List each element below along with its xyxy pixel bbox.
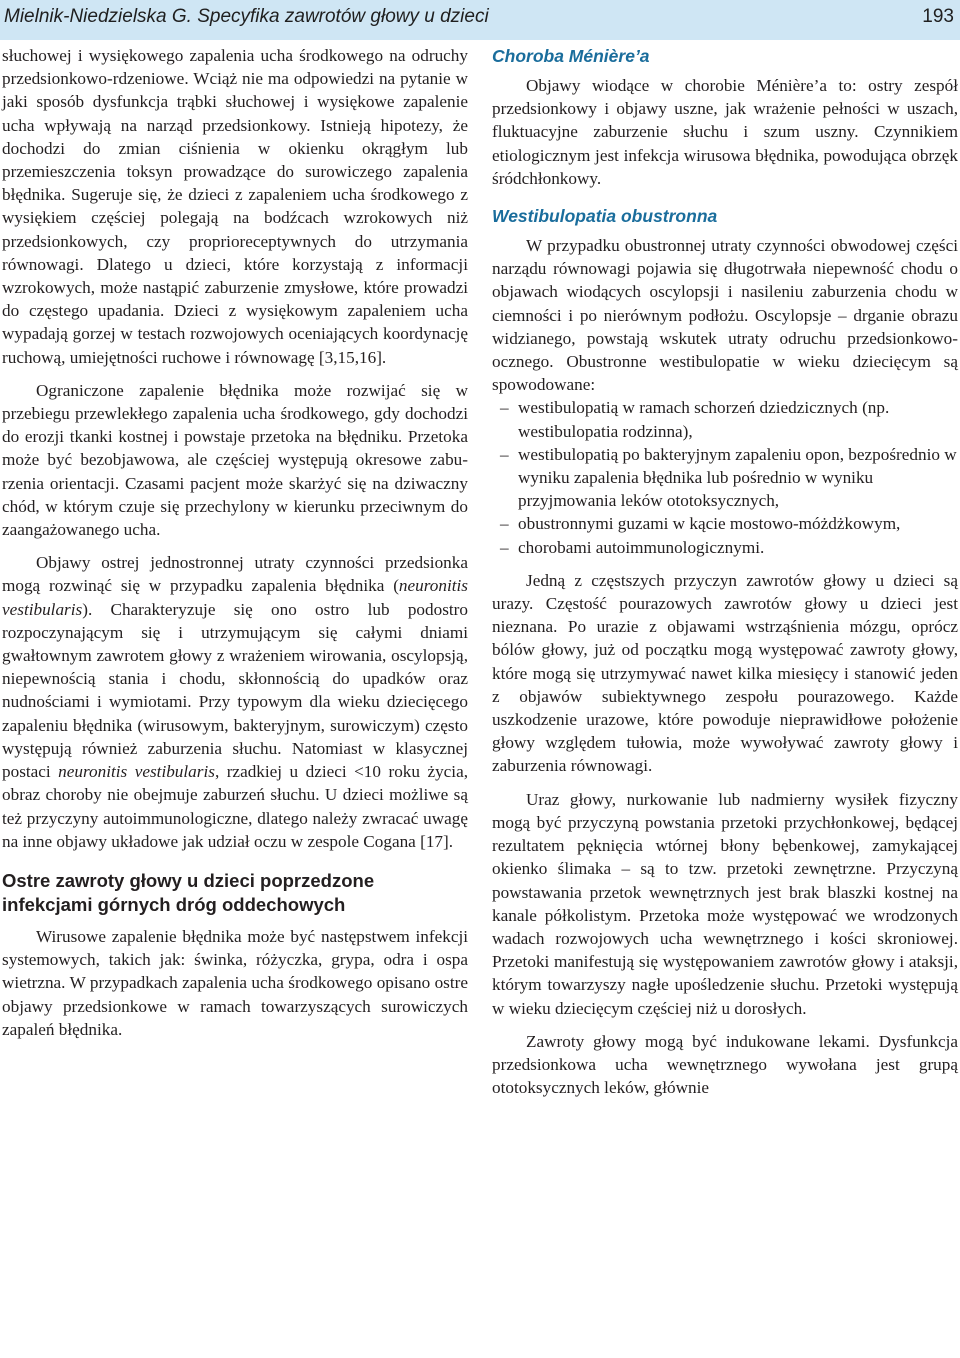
right-column	[492, 44, 958, 1099]
list-item-text: westibulopatią w ramach schorzeń dziedzicznych (np. westibulopatia rodzinna),	[518, 398, 890, 441]
paragraph-meniere: Objawy wiodące w chorobie Ménière’a to: ostry zespół przedsionkowy i objawy uszne, jak wrażenie pełności w uszach, fluktuacyjne zaburzenie słuchu i szum uszny. Czynnikiem etiologicznym jest infekcja wirusowa błędnika, powodująca obrzęk śródchłonkowy.	[492, 76, 958, 188]
paragraph-leki: Zawroty głowy mogą być indukowane lekami. Dysfunkcja przedsionkowa ucha wewnętrznego wywołana jest grupą ototoksycznych leków, głównie	[492, 1031, 958, 1098]
paragraph-przetoki: Uraz głowy, nurkowanie lub nadmierny wysiłek fizyczny mogą być przyczyną powstania przetoki przychłonkowej, będącej rezultatem pęknięcia wtórnej błony bębenkowej, zamykającej okienko ślimaka – są to tzw. przetoki zewnętrzne. Przyczyną powstawania przetok wewnętrznych jest brak blaszki kostnej na kanale półkolistym. Przetoka może występować we wrodzonych wadach rozwojowych ucha wewnętrznego i kości skroniowej. Przetoki manifestują się występowaniem zawrotów głowy i ataksji, którym towarzyszy nagłe upośledzenie słuchu. Przetoki występują w wieku dziecięcym częściej niż u dorosłych.	[492, 789, 958, 1018]
page-number: 193	[922, 6, 954, 27]
dash-marker: –	[500, 444, 509, 464]
italic-term: neuronitis vestibularis	[2, 576, 468, 619]
list-item-text: obustronnymi guzami w kącie mostowo-móżdżkowym,	[518, 514, 901, 534]
paragraph-urazy: Jedną z częstszych przyczyn zawrotów głowy u dzieci są urazy. Częstość pourazowych zawrotów głowy u dzieci jest nieznana. Po urazie z objawami wstrząśnienia mózgu, oprócz bólów głowy, już od początku mogą występować zawroty głowy, które mogą się utrzymywać nawet kilka miesięcy i stanowić jeden z objawów subiektywnego zespołu pourazowego. Każde uszkodzenie urazowe, które powoduje nieprawidłowe położenie głowy względem tułowia, może wywoływać zawroty głowy i zaburzenia równowagi.	[492, 570, 958, 776]
list-item	[492, 512, 958, 535]
dash-marker: –	[500, 514, 509, 534]
list-item-text: chorobami autoimmunologicznymi.	[518, 537, 765, 557]
paragraph-wirusowe-zapalenie: Wirusowe zapalenie błędnika może być następstwem infekcji systemowych, takich jak: świnka, różyczka, grypa, odra i ospa wietrzna. W przypadkach zapalenia ucha środkowego opisano ostre objawy przedsionkowe w ramach towarzyszących surowiczych zapaleń błędnika.	[2, 926, 468, 1039]
subheading-westibulopatia: Westibulopatia obustronna	[492, 206, 718, 227]
italic-term: neuronitis vestibularis	[58, 762, 215, 782]
paragraph-ostra-utrata	[2, 551, 468, 853]
list-item	[492, 396, 958, 442]
list-item	[492, 443, 958, 513]
dash-marker: –	[500, 537, 509, 557]
causes-list	[492, 396, 958, 558]
list-item-text: westibulopatią po bakteryjnym zapaleniu opon, bezpośrednio w wyniku zapalenia błędnika lub pośrednio w wyniku przyjmowania leków ototoksycznych,	[518, 444, 957, 511]
subheading-meniere: Choroba Ménière’a	[492, 46, 650, 66]
left-column	[2, 44, 468, 1041]
paragraph-trabka: słuchowej i wysiękowego zapalenia ucha środkowego na odruchy przedsionkowo-rdzeniowe. Wciąż nie ma odpowiedzi na pytanie w jaki sposób dysfunkcja trąbki słuchowej i wysiękowe zapalenie ucha wpływają na narząd przedsionkowy. Istnieją hipotezy, że dochodzi do zmian ciśnienia w okienku okrągłym lub przemieszczenia toksyn prowadzące do surowiczego zapalenia błędnika. Sugeruje się, że dzieci z zapaleniem ucha środkowego z wysiękiem częściej polegają na bodźcach wzrokowych niż przedsionkowych, czy proprioreceptywnych do utrzymania równowagi. Dlatego u dzieci, które korzystają z informacji wzrokowych, może nastąpić zaburzenie zmysłowe, które prowadzi do częstego upadania. Dzieci z wysiękowym zapaleniem ucha wypadają gorzej w testach rozwojowych oceniających koordynację ruchową, umiejętności ruchowe i równowagę [3,15,16].	[2, 46, 468, 367]
text-fragment: , rzadkiej u dzieci <10 roku życia, obraz choroby nie obejmuje zaburzeń słuchu. U dzieci możliwe są też przyczyny autoimmunologiczne, dlatego należy zwracać uwagę na inne objawy układowe jak udział oczu w zespole Cogana [17].	[2, 762, 469, 851]
paragraph-westibulopatia: W przypadku obustronnej utraty czynności obwodowej części narządu równowagi pojawia się długotrwała niepewność chodu o objawach wiodących oscylopsji i nasileniu zaburzenia chodu w ciemności i po nierównym podłożu. Oscylopsje – drganie obrazu widzianego, powstają wskutek utraty odruchu przedsionkowo-ocznego. Obustronne westibulopatie w wieku dziecięcym są spowodowane:	[492, 236, 958, 395]
section-heading-infekcje: Ostre zawroty głowy u dzieci poprzedzone infekcjami górnych dróg oddechowych	[2, 869, 375, 915]
running-header	[0, 0, 960, 40]
text-fragment: ). Charakteryzuje się ono ostro lub podostro rozpoczynającym się i utrzymującym się całymi dniami gwałtownym zawrotem głowy z wrażeniem wirowania, oscylopsją, niepewnością stania i chodu, skłonnością do upadków oraz nudnościami i wymiotami. Przy typowym dla wieku dziecięcego zapaleniu błędnika (wirusowym, bakteryjnym, surowiczym) często występują również zaburzenia słuchu. Natomiast w klasycznej postaci	[2, 599, 468, 782]
running-title: Mielnik-Niedzielska G. Specyfika zawrotów głowy u dzieci	[4, 6, 489, 27]
dash-marker: –	[500, 398, 509, 418]
paragraph-ograniczone-zapalenie: Ograniczone zapalenie błędnika może rozwijać się w przebiegu przewlekłego zapalenia ucha środkowego, gdy dochodzi do erozji tkanki kostnej i powstaje przetoka na błędniku. Przetoka może być bezobjawowa, ale częściej występują okresowe zaburzenia orientacji. Czasami pacjent może skarżyć się na dziwaczny chód, w którym czuje się przechylony w kierunku przeciwnym do zaangażowanego ucha.	[2, 380, 468, 540]
text-fragment: Objawy ostrej jednostronnej utraty czynności przedsionka mogą rozwinąć się w przypadku zapalenia błędnika (	[2, 553, 468, 596]
list-item	[492, 536, 958, 559]
